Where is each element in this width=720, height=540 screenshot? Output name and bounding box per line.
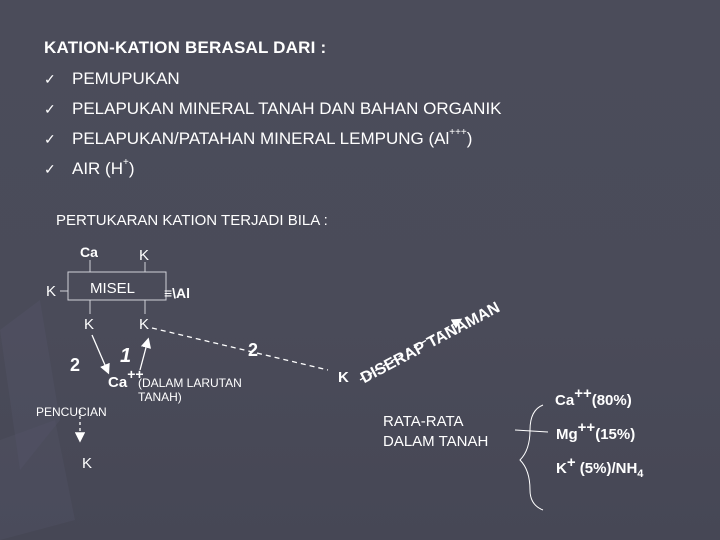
k-right-label: K [338,369,349,386]
larutan-label: (DALAM LARUTAN TANAH) [138,376,242,404]
top-ca-label: Ca [80,244,98,260]
misel-label: MISEL [90,280,136,297]
number-2-right: 2 [248,340,259,360]
top-k-label: K [139,247,150,264]
connector-line [515,430,548,432]
check-icon: ✓ [44,130,56,147]
bottom-k2-label: K [139,316,150,333]
number-2-left: 2 [70,355,81,375]
mg-percent-label: Mg++(15%) [556,419,636,443]
left-brace [520,405,543,510]
diserap-tanaman-label: DISERAP TANAMAN [358,299,503,388]
pencucian-label: PENCUCIAN [36,405,107,419]
dashed-line [152,328,328,370]
bottom-k-label: K [82,455,93,472]
list-item: ✓ PELAPUKAN MINERAL TANAH DAN BAHAN ORGANIK [44,99,502,118]
arrow-left [92,335,108,372]
subheading: PERTUKARAN KATION TERJADI BILA : [56,212,328,229]
ca-ion-label: Ca++ [108,366,144,391]
check-icon: ✓ [44,100,56,117]
page-title: KATION-KATION BERASAL DARI : [44,38,327,57]
list-item: ✓ AIR (H + ) [44,156,135,178]
left-k-label: K [46,283,57,300]
ca-percent-label: Ca++(80%) [555,385,632,409]
bottom-k1-label: K [84,316,95,333]
k-percent-label: $K+ (5\%)/NH_4$ [556,454,644,480]
number-1: 1 [120,345,132,367]
rata-rata-label: RATA-RATA DALAM TANAH [383,413,489,450]
check-icon: ✓ [44,70,56,87]
list-item: ✓ PELAPUKAN/PATAHAN MINERAL LEMPUNG (Al +++ ) [44,126,473,148]
al-label: ≡\Al [164,285,191,301]
check-icon: ✓ [44,160,56,177]
list-item: ✓ PEMUPUKAN [44,69,180,88]
